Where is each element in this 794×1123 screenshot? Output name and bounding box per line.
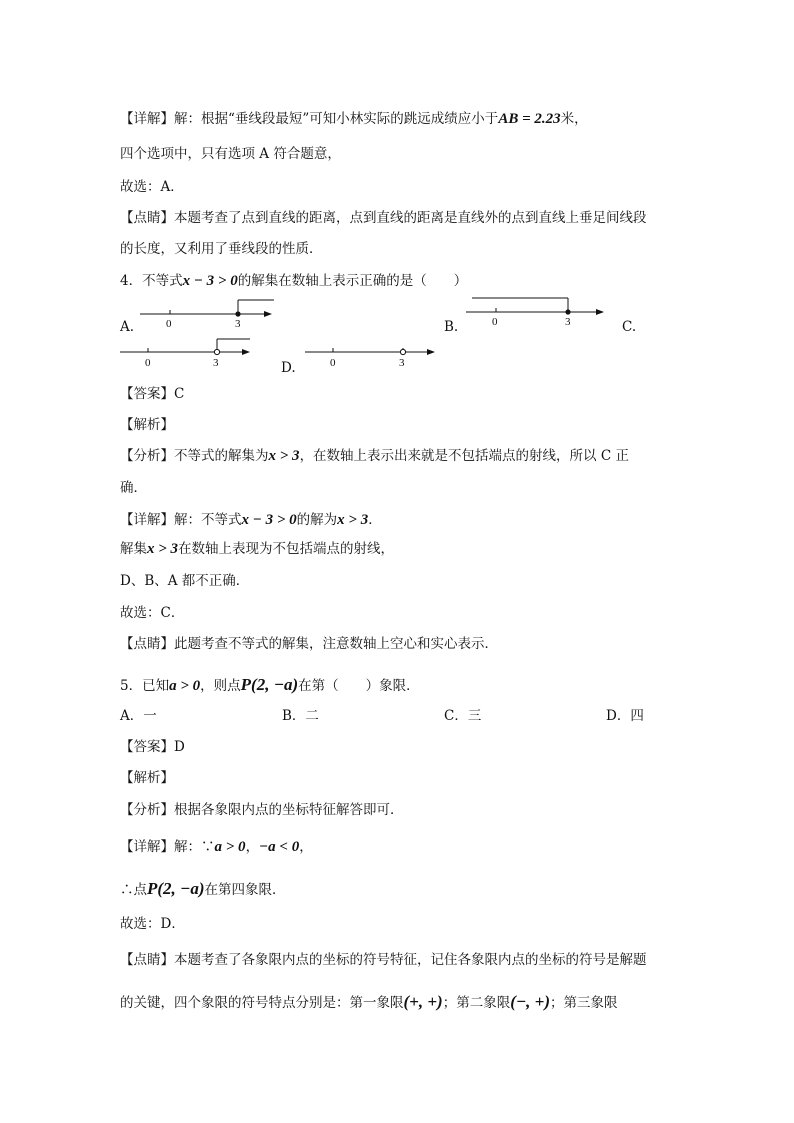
q4-option-b-label: B. [444, 319, 459, 335]
q5-quadrant-1-sign: (+, +) [403, 992, 443, 1011]
q5-analysis: 【分析】根据各象限内点的坐标特征解答即可． [120, 802, 404, 818]
q4-solution-formula: x > 3 [147, 541, 179, 557]
q4-analysis-cont: 确． [120, 480, 147, 496]
q4-detail-formula-1: x − 3 > 0 [241, 512, 297, 528]
q4-option-d-numberline [303, 334, 443, 372]
q4-detail-text-3: ． [368, 512, 382, 528]
q4-analysis [120, 447, 629, 465]
q5-condition: a > 0 [169, 678, 201, 694]
q3-choice-line: 故选：A． [120, 179, 184, 195]
q3-detail-unit: 米， [560, 111, 588, 127]
q4-c-tick-0: 0 [145, 357, 151, 369]
q4-option-a-label: A. [120, 319, 135, 335]
q4-solution-text: 解集 [120, 541, 147, 557]
q5-conclusion-text: ∴点 [120, 882, 147, 898]
q4-solution-set [120, 540, 394, 558]
q3-detail-line [120, 110, 588, 128]
q5-option-c: C．三 [444, 708, 482, 724]
q5-conclusion-text-2: 在第四象限． [204, 882, 286, 898]
q4-analysis-text-2: ，在数轴上表示出来就是不包括端点的射线，所以 C 正 [299, 448, 629, 464]
q5-point: P(2, −a) [240, 675, 299, 694]
q3-detail-formula: AB = 2.23 [498, 111, 561, 127]
q3-detail-text: 【详解】解：根据“垂线段最短”可知小林实际的跳远成绩应小于 [120, 111, 499, 127]
q4-a-tick-0: 0 [166, 318, 172, 330]
q5-detail-text: 【详解】解：∵ [120, 839, 215, 855]
q5-detail [120, 838, 313, 856]
q5-option-a: A．一 [120, 708, 157, 724]
q5-question-text-3: 在第（ ）象限． [298, 678, 420, 694]
q5-detail-text-2: ， [245, 839, 260, 855]
q4-option-d-label: D. [281, 360, 296, 376]
q5-question-text: 5．已知 [120, 678, 170, 694]
q4-comment: 【点睛】此题考查不等式的解集，注意数轴上空心和实心表示． [120, 636, 498, 652]
q4-answer: 【答案】C [120, 386, 185, 402]
q4-solution-text-2: 在数轴上表现为不包括端点的射线， [178, 541, 395, 557]
q5-detail-formula-2: −a < 0 [259, 839, 300, 855]
q4-analysis-heading: 【解析】 [120, 417, 174, 433]
q5-conclusion [120, 880, 286, 899]
q4-incorrect-options: D、B、A 都不正确． [120, 573, 250, 589]
q4-detail-text: 【详解】解：不等式 [120, 512, 242, 528]
q5-comment-text-2: ；第二象限 [442, 995, 511, 1011]
q4-option-b-numberline [464, 294, 609, 332]
q4-b-tick-3: 3 [565, 316, 571, 328]
q5-comment-text: 的关键，四个象限的符号特点分别是：第一象限 [120, 995, 404, 1011]
q5-comment-text-3: ；第三象限 [550, 995, 618, 1011]
q4-question [120, 272, 467, 290]
q5-quadrant-2-sign: (−, +) [510, 992, 551, 1011]
q4-option-a-numberline [138, 296, 278, 332]
q4-analysis-text: 【分析】不等式的解集为 [120, 448, 269, 464]
q4-option-c-label: C. [622, 319, 637, 335]
q5-answer: 【答案】D [120, 739, 185, 755]
q4-option-c-numberline [118, 334, 258, 372]
q5-detail-formula-1: a > 0 [214, 839, 246, 855]
q5-analysis-heading: 【解析】 [120, 770, 174, 786]
q3-detail-line-2: 四个选项中，只有选项 A 符合题意， [120, 146, 341, 162]
q4-d-tick-0: 0 [330, 357, 336, 369]
q5-conclusion-point: P(2, −a) [147, 879, 205, 898]
q4-analysis-formula: x > 3 [268, 448, 300, 464]
q4-detail-formula-2: x > 3 [337, 512, 369, 528]
q5-option-d: D．四 [606, 708, 644, 724]
q4-choice: 故选：C． [120, 605, 185, 621]
q4-b-tick-0: 0 [492, 316, 498, 328]
q4-question-text: 4．不等式 [120, 273, 183, 289]
q5-choice: 故选：D． [120, 916, 185, 932]
q5-detail-text-3: ， [299, 839, 313, 855]
q4-c-tick-3: 3 [213, 357, 219, 369]
q4-inequality: x − 3 > 0 [182, 273, 238, 289]
q4-detail-text-2: 的解为 [296, 512, 338, 528]
q4-question-text-2: 的解集在数轴上表示正确的是（ ） [237, 273, 468, 289]
q3-comment-line-1: 【点睛】本题考查了点到直线的距离，点到直线的距离是直线外的点到直线上垂足间线段 [120, 210, 647, 226]
q3-comment-line-2: 的长度，又利用了垂线段的性质． [120, 241, 323, 257]
q4-d-tick-3: 3 [399, 357, 405, 369]
q5-question [120, 676, 420, 695]
q5-question-text-2: ，则点 [200, 678, 241, 694]
q5-option-b: B．二 [282, 708, 319, 724]
q5-comment-1: 【点睛】本题考查了各象限内点的坐标的符号特征，记住各象限内点的坐标的符号是解题 [120, 952, 647, 968]
q4-a-tick-3: 3 [235, 318, 241, 330]
q4-detail [120, 511, 382, 529]
q5-comment-2 [120, 993, 618, 1012]
